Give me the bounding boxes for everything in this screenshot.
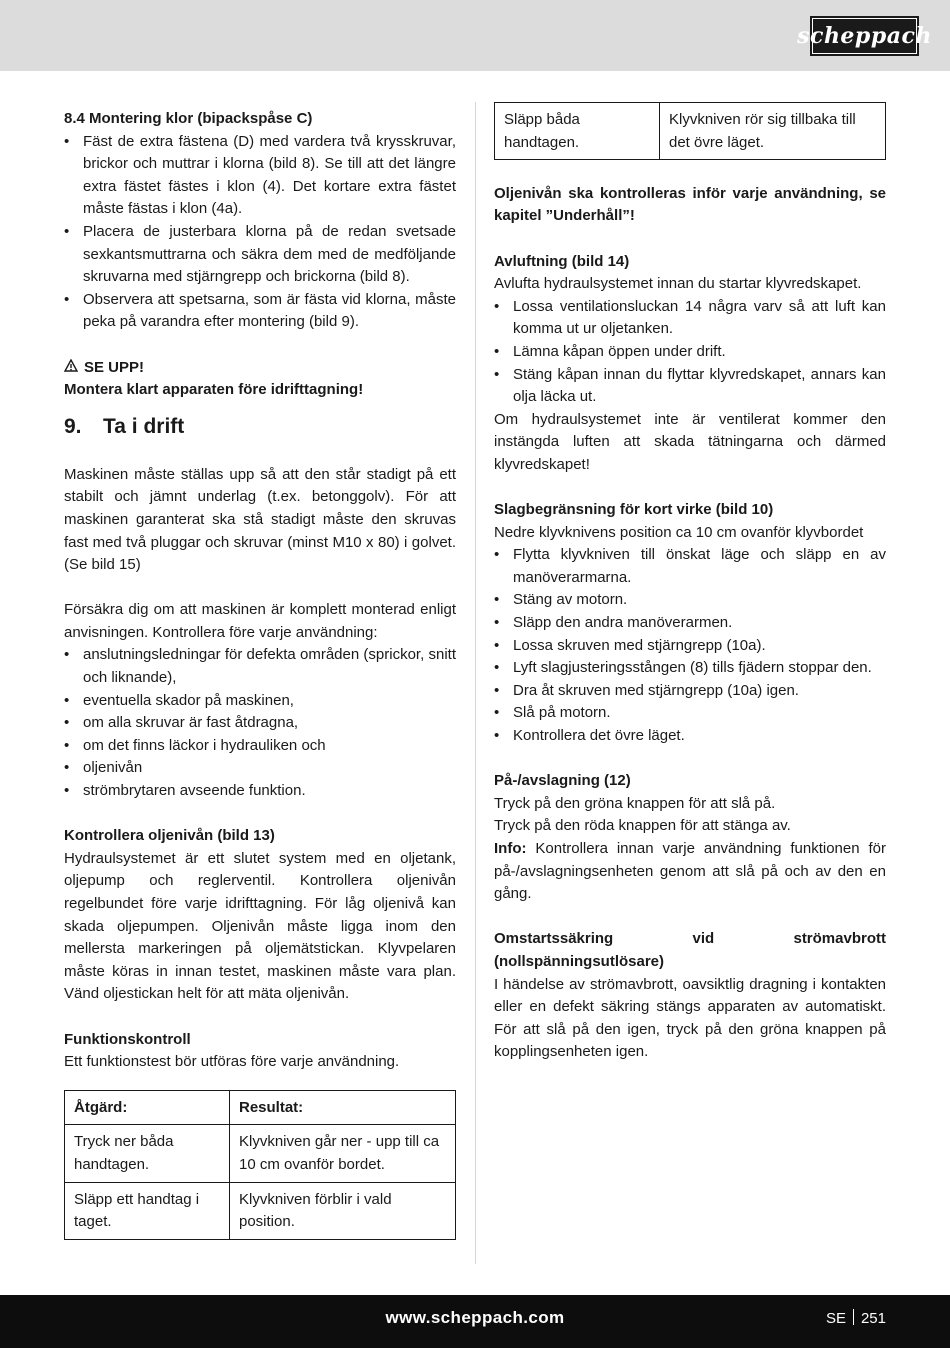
list-item: • Placera de justerbara klorna på de redan svetsade sexkantsmuttrarna och säkra dem med de medföljande skruvarna med stjärngrepp och brickorna (bild 8). bbox=[64, 221, 456, 289]
warning-title bbox=[64, 357, 456, 380]
oil-heading: Kontrollera oljenivån (bild 13) bbox=[64, 827, 275, 845]
oil-notice: Oljenivån ska kontrolleras inför varje användning, se kapitel ”Underhåll”! bbox=[494, 184, 886, 225]
section-8-4-list bbox=[64, 131, 456, 334]
warning-triangle-icon bbox=[64, 357, 78, 380]
table-cell: Släpp ett handtag i taget. bbox=[65, 1182, 230, 1239]
list-item: • Fäst de extra fästena (D) med vardera två krysskruvar, brickor och muttrar i klorna (bild 8). Se till att det längre extra fästet fästes i klon (4). Det kortare extra fästet måste fästas i klon (4a). bbox=[64, 131, 456, 221]
check-list bbox=[64, 644, 456, 802]
list-item: • Släpp den andra manöverarmen. bbox=[494, 612, 886, 635]
table-cell: Tryck ner båda handtagen. bbox=[65, 1125, 230, 1182]
table-row bbox=[495, 103, 886, 160]
restart-heading: Omstartssäkring vid strömavbrott (nollspänningsutlösare) bbox=[494, 930, 886, 970]
page-number-value: 251 bbox=[860, 1310, 886, 1327]
column-divider bbox=[475, 102, 476, 1264]
list-item: • Stäng kåpan innan du flyttar klyvredskapet, annars kan olja läcka ut. bbox=[494, 364, 886, 409]
separator bbox=[853, 1309, 854, 1325]
vent-after-paragraph: Om hydraulsystemet inte är ventilerat kommer den instängda luften att skada tätningarna och därmed klyvredskapet! bbox=[494, 410, 886, 473]
function-test-table bbox=[64, 1090, 456, 1240]
table-row bbox=[65, 1182, 456, 1239]
table-cell: Klyvkniven går ner - upp till ca 10 cm ovanför bordet. bbox=[230, 1125, 456, 1182]
chapter-heading bbox=[64, 414, 456, 440]
info-text: Kontrollera innan varje användning funktionen för på-/avslagningsenheten genom att slå på och av den en gång. bbox=[494, 840, 886, 903]
intro-paragraph: Maskinen måste ställas upp så att den står stadigt på ett stabilt och jämnt underlag (t.ex. betonggolv). För att maskinen garanterat ska stå stadigt måste den skruvas fast med två pluggar och skruvar (minst M10 x 80) i golvet. (Se bild 15) bbox=[64, 465, 456, 574]
list-item: • Dra åt skruven med stjärngrepp (10a) igen. bbox=[494, 680, 886, 703]
oil-paragraph: Hydraulsystemet är ett slutet system med en oljetank, oljepump och reglerventil. Kontrollera oljenivån regelbundet före varje idrifttagning. För låg oljenivå kan skada oljepumpen. Oljenivån måste ligga inom den mellersta markeringen på oljemätstickan. Klyvpelaren måste köras in innan testet, maskinen måste vara plan. Vänd oljestickan helt för att mäta oljenivån. bbox=[64, 849, 456, 1003]
function-paragraph: Ett funktionstest bör utföras före varje användning. bbox=[64, 1053, 400, 1071]
vent-heading: Avluftning (bild 14) bbox=[494, 252, 630, 270]
chapter-number: 9. bbox=[64, 414, 82, 438]
table-cell: Klyvkniven förblir i vald position. bbox=[230, 1182, 456, 1239]
list-item: • eventuella skador på maskinen, bbox=[64, 690, 456, 713]
onoff-line-1: Tryck på den gröna knappen för att slå på. bbox=[494, 794, 776, 812]
page-header bbox=[0, 0, 950, 71]
list-item: • om det finns läckor i hydrauliken och bbox=[64, 735, 456, 758]
restart-paragraph: I händelse av strömavbrott, oavsiktlig dragning i kontakten eller en defekt säkring stängs apparaten av automatiskt. För att slå på den igen, tryck på den gröna knappen på kopplingsenheten igen. bbox=[494, 975, 886, 1061]
list-item: • oljenivån bbox=[64, 757, 456, 780]
warning-text: Montera klart apparaten före idrifttagning! bbox=[64, 381, 364, 399]
warning-title-text: SE UPP! bbox=[84, 358, 145, 376]
section-8-4-heading: 8.4 Montering klor (bipackspåse C) bbox=[64, 110, 313, 127]
list-item: • Lossa ventilationsluckan 14 några varv så att luft kan komma ut ur oljetanken. bbox=[494, 296, 886, 341]
list-item: • strömbrytaren avseende funktion. bbox=[64, 780, 456, 803]
function-heading: Funktionskontroll bbox=[64, 1030, 191, 1048]
table-header-result: Resultat: bbox=[230, 1090, 456, 1125]
check-intro: Försäkra dig om att maskinen är komplett monterad enligt anvisningen. Kontrollera före varje användning: bbox=[64, 601, 456, 641]
table-cell: Släpp båda handtagen. bbox=[495, 103, 660, 160]
list-item: • Stäng av motorn. bbox=[494, 589, 886, 612]
table-header-action: Åtgärd: bbox=[65, 1090, 230, 1125]
onoff-info bbox=[494, 838, 886, 906]
right-column bbox=[494, 102, 886, 1064]
function-test-table-continued bbox=[494, 102, 886, 160]
table-row bbox=[65, 1125, 456, 1182]
onoff-line-2: Tryck på den röda knappen för att stänga av. bbox=[494, 817, 791, 835]
stroke-list bbox=[494, 544, 886, 747]
list-item: • Kontrollera det övre läget. bbox=[494, 725, 886, 748]
vent-paragraph: Avlufta hydraulsystemet innan du startar klyvredskapet. bbox=[494, 275, 862, 293]
vent-list bbox=[494, 296, 886, 409]
footer-website-link[interactable]: www.scheppach.com bbox=[385, 1308, 565, 1327]
list-item: • Lossa skruven med stjärngrepp (10a). bbox=[494, 635, 886, 658]
list-item: • Slå på motorn. bbox=[494, 702, 886, 725]
page-number bbox=[826, 1308, 886, 1331]
list-item: • anslutningsledningar för defekta områden (sprickor, snitt och liknande), bbox=[64, 644, 456, 689]
language-code: SE bbox=[825, 1310, 846, 1327]
stroke-heading: Slagbegränsning för kort virke (bild 10) bbox=[494, 501, 774, 519]
left-column bbox=[64, 108, 456, 1240]
onoff-heading: På-/avslagning (12) bbox=[494, 772, 631, 790]
page-footer bbox=[0, 1295, 950, 1348]
list-item: • Flytta klyvkniven till önskat läge och släpp en av manöverarmarna. bbox=[494, 544, 886, 589]
scheppach-logo: scheppach bbox=[810, 16, 919, 56]
table-cell: Klyvkniven rör sig tillbaka till det övre läget. bbox=[660, 103, 886, 160]
list-item: • Observera att spetsarna, som är fästa vid klorna, måste peka på varandra efter montering (bild 9). bbox=[64, 289, 456, 334]
table-header-row bbox=[65, 1090, 456, 1125]
list-item: • om alla skruvar är fast åtdragna, bbox=[64, 712, 456, 735]
stroke-paragraph: Nedre klyvknivens position ca 10 cm ovanför klyvbordet bbox=[494, 523, 864, 541]
chapter-title: Ta i drift bbox=[103, 414, 185, 438]
list-item: • Lämna kåpan öppen under drift. bbox=[494, 341, 886, 364]
list-item: • Lyft slagjusteringsstången (8) tills fjädern stoppar den. bbox=[494, 657, 886, 680]
info-label: Info: bbox=[494, 840, 527, 857]
